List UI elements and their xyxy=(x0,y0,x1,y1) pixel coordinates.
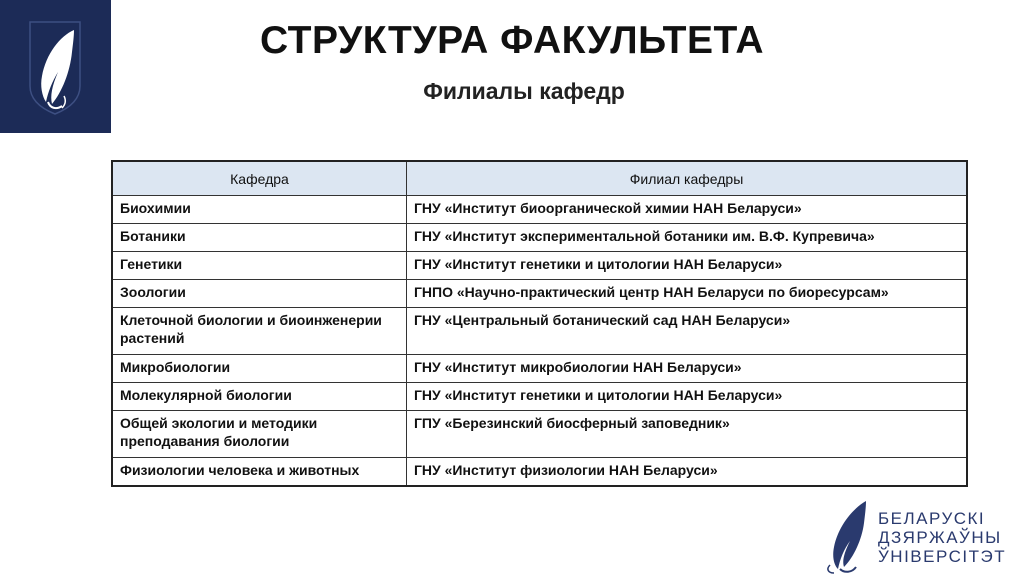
university-name-line-2: ДЗЯРЖАЎНЫ xyxy=(878,528,1002,547)
university-name-line-1: БЕЛАРУСКІ xyxy=(878,509,986,528)
table-row xyxy=(112,196,967,224)
column-header-branch: Филиал кафедры xyxy=(407,161,968,196)
branch-cell: ГНУ «Институт физиологии НАН Беларуси» xyxy=(407,458,968,487)
table-row xyxy=(112,355,967,383)
department-cell: Клеточной биологии и биоинженерии растений xyxy=(112,308,407,355)
branch-cell: ГНУ «Институт генетики и цитологии НАН Беларуси» xyxy=(407,383,968,411)
department-cell: Генетики xyxy=(112,252,407,280)
university-logo-bottom xyxy=(822,495,1022,574)
table-row xyxy=(112,224,967,252)
department-cell: Физиологии человека и животных xyxy=(112,458,407,487)
branch-cell: ГПУ «Березинский биосферный заповедник» xyxy=(407,411,968,458)
university-name-line-3: ЎНІВЕРСІТЭТ xyxy=(878,547,1007,566)
branch-cell: ГНУ «Институт биоорганической химии НАН Беларуси» xyxy=(407,196,968,224)
department-cell: Общей экологии и методики преподавания биологии xyxy=(112,411,407,458)
column-header-department: Кафедра xyxy=(112,161,407,196)
branch-cell: ГНУ «Институт генетики и цитологии НАН Беларуси» xyxy=(407,252,968,280)
department-cell: Молекулярной биологии xyxy=(112,383,407,411)
department-cell: Микробиологии xyxy=(112,355,407,383)
page-subtitle: Филиалы кафедр xyxy=(423,78,625,104)
branch-cell: ГНУ «Институт экспериментальной ботаники им. В.Ф. Купревича» xyxy=(407,224,968,252)
table-row xyxy=(112,458,967,487)
table-row xyxy=(112,252,967,280)
branch-cell: ГНУ «Институт микробиологии НАН Беларуси» xyxy=(407,355,968,383)
table-row xyxy=(112,383,967,411)
table-row xyxy=(112,308,967,355)
branch-cell: ГНУ «Центральный ботанический сад НАН Беларуси» xyxy=(407,308,968,355)
table-row xyxy=(112,280,967,308)
branch-cell: ГНПО «Научно-практический центр НАН Беларуси по биоресурсам» xyxy=(407,280,968,308)
table-header-row xyxy=(112,161,967,196)
branches-table xyxy=(111,160,968,487)
department-cell: Зоологии xyxy=(112,280,407,308)
department-cell: Биохимии xyxy=(112,196,407,224)
feather-logo-icon xyxy=(822,495,876,574)
university-name xyxy=(878,509,1006,566)
department-cell: Ботаники xyxy=(112,224,407,252)
table-row xyxy=(112,411,967,458)
page-title: СТРУКТУРА ФАКУЛЬТЕТА xyxy=(259,19,765,62)
